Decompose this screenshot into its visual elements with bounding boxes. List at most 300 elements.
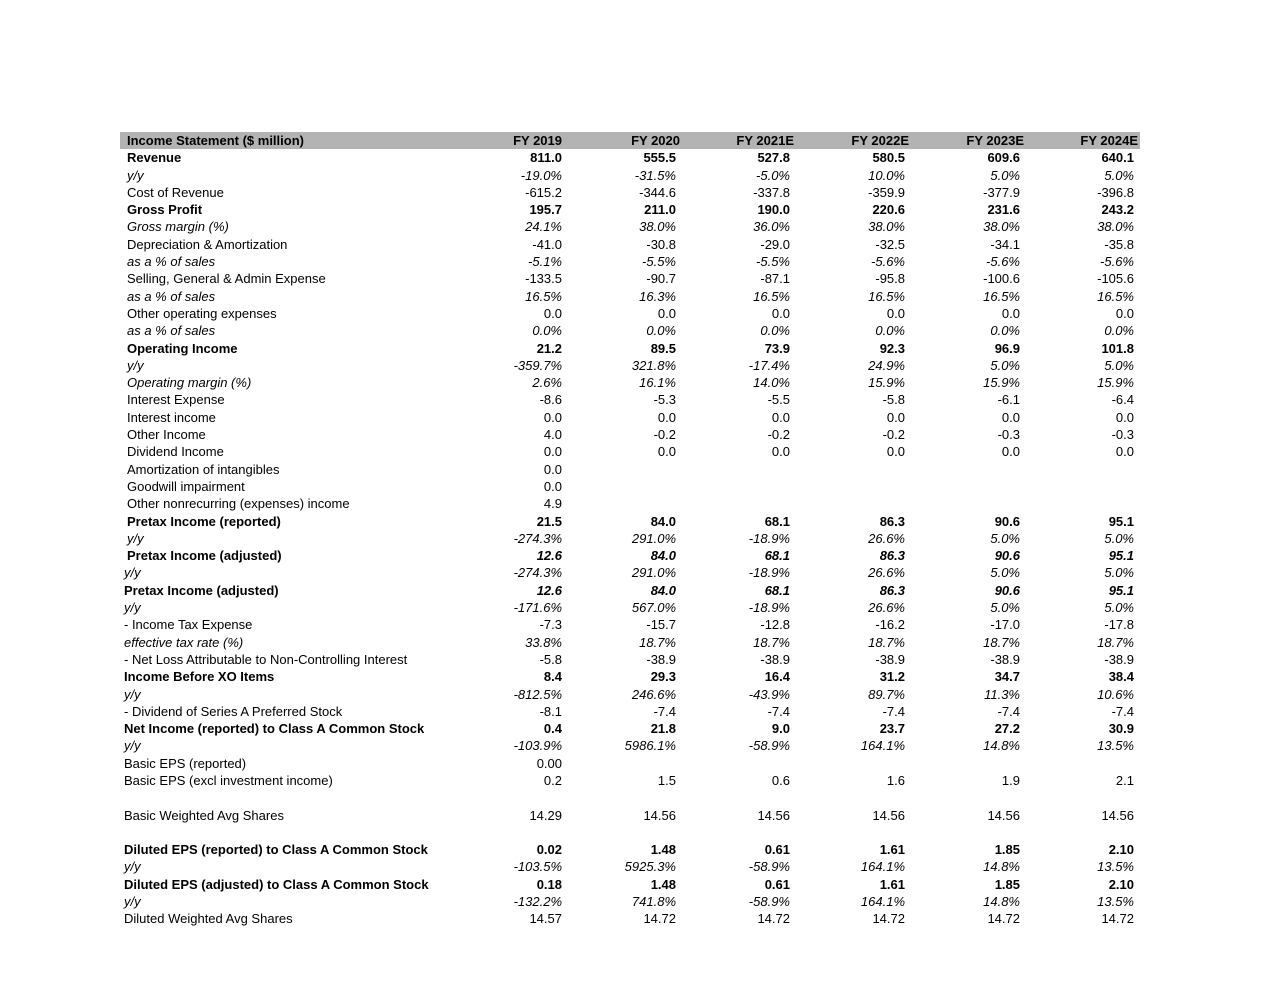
table-row (120, 253, 1140, 270)
table-title: Income Statement ($ million) (127, 133, 304, 148)
table-row (120, 910, 1140, 927)
cell-fy2024e: 13.5% (1097, 859, 1134, 875)
cell-fy2020: -5.3 (653, 392, 676, 408)
cell-fy2021e: 0.0% (760, 323, 790, 339)
cell-fy2022e: 14.56 (872, 807, 905, 823)
table-row (120, 755, 1140, 772)
cell-fy2024e: 5.0% (1104, 565, 1134, 581)
table-row (120, 634, 1140, 651)
cell-fy2019: 0.0% (532, 323, 562, 339)
cell-fy2020: 0.0 (657, 409, 676, 425)
cell-fy2024e: 101.8 (1101, 340, 1134, 356)
table-row (120, 305, 1140, 322)
cell-fy2020: -15.7 (646, 617, 676, 633)
cell-fy2024e: 0.0 (1115, 444, 1134, 460)
cell-fy2020: 1.48 (650, 876, 676, 892)
cell-fy2019: -5.8 (539, 651, 562, 667)
table-row (120, 582, 1140, 599)
cell-fy2022e: 86.3 (879, 548, 905, 564)
table-row (120, 201, 1140, 218)
cell-fy2019: 2.6% (532, 375, 562, 391)
cell-fy2021e: -17.4% (748, 357, 790, 373)
cell-fy2024e: 0.0 (1115, 305, 1134, 321)
cell-fy2022e: 1.61 (879, 842, 905, 858)
row-label: Interest income (127, 409, 216, 425)
cell-fy2022e: -38.9 (875, 651, 905, 667)
row-label: Interest Expense (127, 392, 225, 408)
row-label: effective tax rate (%) (124, 634, 244, 650)
cell-fy2023e: -377.9 (983, 184, 1020, 200)
cell-fy2022e: 89.7% (868, 686, 905, 702)
table-row (120, 737, 1140, 754)
cell-fy2019: -359.7% (513, 357, 562, 373)
row-label: as a % of sales (127, 254, 216, 270)
cell-fy2020: 211.0 (644, 202, 676, 218)
row-label: - Dividend of Series A Preferred Stock (124, 703, 343, 719)
cell-fy2024e: 5.0% (1104, 530, 1134, 546)
cell-fy2019: 4.0 (543, 427, 562, 443)
row-label: as a % of sales (127, 288, 216, 304)
table-row (120, 426, 1140, 443)
cell-fy2024e: 0.0% (1104, 323, 1134, 339)
cell-fy2021e: 14.56 (757, 807, 790, 823)
cell-fy2023e: -5.6% (986, 254, 1020, 270)
table-row (120, 288, 1140, 305)
cell-fy2023e: 14.72 (987, 911, 1020, 927)
cell-fy2023e: 5.0% (990, 357, 1020, 373)
row-label: y/y (124, 894, 141, 910)
cell-fy2021e: 0.6 (771, 772, 790, 788)
cell-fy2020: 38.0% (639, 219, 676, 235)
cell-fy2021e: -87.1 (760, 271, 790, 287)
cell-fy2024e: 38.4 (1108, 669, 1134, 685)
cell-fy2022e: -16.2 (875, 617, 905, 633)
cell-fy2019: -103.9% (513, 738, 562, 754)
cell-fy2021e: 0.0 (771, 409, 790, 425)
cell-fy2019: 0.2 (543, 772, 562, 788)
column-header-fy2023e: FY 2023E (966, 133, 1024, 148)
cell-fy2019: 0.00 (536, 755, 562, 771)
table-header (120, 132, 1140, 149)
row-label: Net Income (reported) to Class A Common Stock (124, 721, 425, 737)
cell-fy2023e: 90.6 (994, 582, 1020, 598)
cell-fy2021e: -58.9% (748, 859, 790, 875)
cell-fy2019: -133.5 (525, 271, 562, 287)
table-row (120, 374, 1140, 391)
cell-fy2019: 0.0 (543, 478, 562, 494)
cell-fy2019: 0.18 (536, 876, 562, 892)
cell-fy2024e: 13.5% (1097, 894, 1134, 910)
cell-fy2021e: 68.1 (764, 548, 790, 564)
cell-fy2023e: 18.7% (983, 634, 1020, 650)
row-label: Goodwill impairment (127, 478, 245, 494)
cell-fy2021e: 68.1 (764, 513, 790, 529)
cell-fy2021e: -7.4 (767, 703, 790, 719)
cell-fy2023e: 5.0% (990, 167, 1020, 183)
cell-fy2023e: 27.2 (994, 721, 1020, 737)
cell-fy2019: 195.7 (529, 202, 562, 218)
cell-fy2023e: 5.0% (990, 565, 1020, 581)
cell-fy2021e: -0.2 (767, 427, 790, 443)
table-row (120, 495, 1140, 512)
cell-fy2019: -274.3% (513, 565, 562, 581)
cell-fy2020: -0.2 (653, 427, 676, 443)
cell-fy2019: -103.5% (513, 859, 562, 875)
row-label: Income Before XO Items (124, 669, 275, 685)
cell-fy2024e: 14.72 (1101, 911, 1134, 927)
table-row (120, 461, 1140, 478)
cell-fy2022e: 92.3 (879, 340, 905, 356)
column-header-fy2020: FY 2020 (631, 133, 680, 148)
table-row (120, 513, 1140, 530)
cell-fy2024e: -38.9 (1104, 651, 1134, 667)
cell-fy2019: 4.9 (543, 496, 562, 512)
table-row (120, 478, 1140, 495)
table-row (120, 841, 1140, 858)
cell-fy2020: 29.3 (650, 669, 676, 685)
cell-fy2023e: 0.0 (1001, 444, 1020, 460)
cell-fy2021e: -5.0% (756, 167, 790, 183)
cell-fy2024e: 13.5% (1097, 738, 1134, 754)
cell-fy2019: 0.0 (543, 444, 562, 460)
cell-fy2023e: 14.56 (987, 807, 1020, 823)
cell-fy2022e: 580.5 (872, 150, 905, 166)
cell-fy2022e: 26.6% (868, 530, 905, 546)
cell-fy2024e: 5.0% (1104, 357, 1134, 373)
cell-fy2022e: 26.6% (868, 565, 905, 581)
column-header-fy2021e: FY 2021E (736, 133, 794, 148)
cell-fy2024e: 5.0% (1104, 600, 1134, 616)
row-label: Pretax Income (adjusted) (127, 548, 282, 564)
cell-fy2023e: 15.9% (983, 375, 1020, 391)
table-row (120, 443, 1140, 460)
cell-fy2019: 14.57 (529, 911, 562, 927)
table-row (120, 530, 1140, 547)
cell-fy2021e: 68.1 (764, 582, 790, 598)
row-label: Other nonrecurring (expenses) income (127, 496, 350, 512)
cell-fy2021e: -29.0 (760, 236, 790, 252)
cell-fy2022e: 164.1% (860, 894, 905, 910)
cell-fy2020: 21.8 (650, 721, 676, 737)
cell-fy2023e: 96.9 (994, 340, 1020, 356)
row-label: y/y (124, 565, 141, 581)
cell-fy2020: -7.4 (653, 703, 676, 719)
cell-fy2020: 321.8% (631, 357, 676, 373)
cell-fy2021e: 14.0% (753, 375, 790, 391)
cell-fy2020: 567.0% (631, 600, 676, 616)
cell-fy2024e: -6.4 (1111, 392, 1134, 408)
cell-fy2024e: 95.1 (1108, 513, 1134, 529)
row-label: Other operating expenses (127, 305, 277, 321)
cell-fy2021e: -5.5 (767, 392, 790, 408)
cell-fy2022e: 15.9% (868, 375, 905, 391)
cell-fy2021e: 16.4 (764, 669, 790, 685)
cell-fy2020: 14.56 (643, 807, 676, 823)
cell-fy2023e: -100.6 (983, 271, 1020, 287)
cell-fy2024e: 243.2 (1101, 202, 1134, 218)
cell-fy2022e: 0.0% (875, 323, 905, 339)
table-row (120, 236, 1140, 253)
cell-fy2023e: -17.0 (990, 617, 1020, 633)
cell-fy2024e: 18.7% (1097, 634, 1134, 650)
cell-fy2022e: -0.2 (882, 427, 905, 443)
row-label: as a % of sales (127, 323, 216, 339)
cell-fy2024e: 14.56 (1101, 807, 1134, 823)
row-label: Operating margin (%) (127, 375, 252, 391)
row-label: Diluted EPS (reported) to Class A Common Stock (124, 842, 428, 858)
table-row (120, 340, 1140, 357)
row-label: Operating Income (127, 340, 238, 356)
cell-fy2020: 741.8% (631, 894, 676, 910)
cell-fy2019: -5.1% (528, 254, 562, 270)
cell-fy2019: 0.0 (543, 409, 562, 425)
cell-fy2024e: 0.0 (1115, 409, 1134, 425)
cell-fy2024e: -0.3 (1111, 427, 1134, 443)
cell-fy2023e: 5.0% (990, 600, 1020, 616)
row-label: y/y (124, 686, 141, 702)
table-row (120, 409, 1140, 426)
cell-fy2023e: 0.0 (1001, 305, 1020, 321)
cell-fy2024e: 15.9% (1097, 375, 1134, 391)
cell-fy2024e: 2.1 (1115, 772, 1134, 788)
row-label: y/y (124, 859, 141, 875)
spacer-row (120, 789, 1140, 806)
cell-fy2022e: 1.61 (879, 876, 905, 892)
cell-fy2024e: 95.1 (1108, 548, 1134, 564)
cell-fy2019: 0.02 (536, 842, 562, 858)
cell-fy2019: 14.29 (529, 807, 562, 823)
cell-fy2023e: 0.0 (1001, 409, 1020, 425)
row-label: Gross Profit (127, 202, 203, 218)
cell-fy2024e: -105.6 (1097, 271, 1134, 287)
cell-fy2024e: -17.8 (1104, 617, 1134, 633)
cell-fy2020: 1.48 (650, 842, 676, 858)
cell-fy2019: 12.6 (536, 582, 562, 598)
cell-fy2023e: 14.8% (983, 738, 1020, 754)
cell-fy2021e: -18.9% (748, 565, 790, 581)
table-row (120, 149, 1140, 166)
cell-fy2020: 0.0 (657, 305, 676, 321)
cell-fy2021e: 0.0 (771, 444, 790, 460)
cell-fy2022e: -32.5 (875, 236, 905, 252)
cell-fy2019: 16.5% (525, 288, 562, 304)
row-label: Gross margin (%) (127, 219, 229, 235)
cell-fy2019: -615.2 (525, 184, 562, 200)
row-label: Basic EPS (excl investment income) (124, 772, 333, 788)
cell-fy2021e: -18.9% (748, 600, 790, 616)
cell-fy2023e: 16.5% (983, 288, 1020, 304)
cell-fy2019: 8.4 (543, 669, 562, 685)
cell-fy2019: 0.4 (543, 721, 562, 737)
cell-fy2021e: -12.8 (760, 617, 790, 633)
cell-fy2019: 24.1% (525, 219, 562, 235)
cell-fy2019: 811.0 (530, 150, 562, 166)
cell-fy2023e: 1.9 (1001, 772, 1020, 788)
cell-fy2021e: 527.8 (757, 150, 790, 166)
cell-fy2022e: 164.1% (860, 859, 905, 875)
cell-fy2023e: 34.7 (994, 669, 1020, 685)
cell-fy2022e: 1.6 (886, 772, 905, 788)
row-label: Revenue (127, 150, 182, 166)
table-row (120, 218, 1140, 235)
row-label: Selling, General & Admin Expense (127, 271, 326, 287)
cell-fy2022e: 24.9% (868, 357, 905, 373)
cell-fy2024e: -35.8 (1104, 236, 1134, 252)
cell-fy2022e: 0.0 (886, 444, 905, 460)
row-label: - Net Loss Attributable to Non-Controlling Interest (124, 651, 408, 667)
cell-fy2022e: 0.0 (886, 409, 905, 425)
cell-fy2023e: 38.0% (983, 219, 1020, 235)
cell-fy2022e: -7.4 (882, 703, 905, 719)
row-label: Other Income (127, 427, 206, 443)
cell-fy2022e: -95.8 (875, 271, 905, 287)
row-label: Basic Weighted Avg Shares (124, 807, 284, 823)
table-row (120, 893, 1140, 910)
row-label: Amortization of intangibles (127, 461, 280, 477)
cell-fy2020: 89.5 (650, 340, 676, 356)
cell-fy2024e: 640.1 (1101, 150, 1134, 166)
cell-fy2023e: 11.3% (984, 686, 1020, 702)
cell-fy2021e: -38.9 (760, 651, 790, 667)
cell-fy2023e: -34.1 (990, 236, 1020, 252)
table-body (120, 149, 1140, 927)
cell-fy2022e: 18.7% (868, 634, 905, 650)
cell-fy2022e: 0.0 (886, 305, 905, 321)
cell-fy2023e: 1.85 (994, 876, 1020, 892)
cell-fy2023e: 14.8% (983, 894, 1020, 910)
table-row (120, 599, 1140, 616)
table-row (120, 807, 1140, 824)
cell-fy2023e: 90.6 (994, 513, 1020, 529)
cell-fy2019: -132.2% (513, 894, 562, 910)
table-row (120, 322, 1140, 339)
cell-fy2019: 12.6 (536, 548, 562, 564)
cell-fy2023e: -0.3 (997, 427, 1020, 443)
cell-fy2022e: 164.1% (860, 738, 905, 754)
cell-fy2022e: 38.0% (868, 219, 905, 235)
cell-fy2020: 5925.3% (624, 859, 676, 875)
cell-fy2019: 0.0 (543, 305, 562, 321)
table-row (120, 270, 1140, 287)
cell-fy2024e: 38.0% (1097, 219, 1134, 235)
cell-fy2024e: 5.0% (1104, 167, 1134, 183)
row-label: Basic EPS (reported) (124, 755, 247, 771)
cell-fy2024e: 16.5% (1097, 288, 1134, 304)
cell-fy2023e: 231.6 (987, 202, 1020, 218)
row-label: y/y (127, 530, 144, 546)
table-row (120, 547, 1140, 564)
cell-fy2023e: 609.6 (987, 150, 1020, 166)
cell-fy2020: -31.5% (634, 167, 676, 183)
cell-fy2019: -8.6 (539, 392, 562, 408)
row-label: y/y (127, 167, 144, 183)
cell-fy2023e: 14.8% (983, 859, 1020, 875)
cell-fy2020: 291.0% (631, 565, 676, 581)
cell-fy2019: -41.0 (532, 236, 562, 252)
row-label: - Income Tax Expense (124, 617, 253, 633)
cell-fy2020: 84.0 (650, 548, 676, 564)
cell-fy2024e: -396.8 (1097, 184, 1134, 200)
cell-fy2019: -171.6% (513, 600, 562, 616)
row-label: Pretax Income (adjusted) (124, 582, 279, 598)
table-row (120, 564, 1140, 581)
cell-fy2020: 291.0% (631, 530, 676, 546)
cell-fy2023e: 0.0% (990, 323, 1020, 339)
cell-fy2020: 1.5 (657, 772, 676, 788)
cell-fy2024e: -5.6% (1100, 254, 1134, 270)
cell-fy2021e: 36.0% (753, 219, 790, 235)
spacer-row (120, 824, 1140, 841)
cell-fy2024e: 95.1 (1108, 582, 1134, 598)
cell-fy2020: 16.3% (639, 288, 676, 304)
cell-fy2022e: 10.0% (868, 167, 905, 183)
cell-fy2022e: 16.5% (868, 288, 905, 304)
cell-fy2019: -19.0% (520, 167, 562, 183)
cell-fy2022e: -5.8 (882, 392, 905, 408)
cell-fy2020: 5986.1% (624, 738, 676, 754)
cell-fy2020: 16.1% (639, 375, 676, 391)
cell-fy2019: 21.5 (536, 513, 562, 529)
cell-fy2022e: 86.3 (879, 513, 905, 529)
cell-fy2022e: -5.6% (871, 254, 905, 270)
cell-fy2024e: -7.4 (1111, 703, 1134, 719)
cell-fy2019: 0.0 (543, 461, 562, 477)
cell-fy2021e: -337.8 (753, 184, 790, 200)
cell-fy2024e: 2.10 (1108, 842, 1134, 858)
cell-fy2020: 555.5 (643, 150, 676, 166)
table-row (120, 616, 1140, 633)
cell-fy2019: 33.8% (525, 634, 562, 650)
column-header-fy2022e: FY 2022E (851, 133, 909, 148)
table-row (120, 772, 1140, 789)
cell-fy2020: 18.7% (639, 634, 676, 650)
income-statement-table (120, 132, 1140, 928)
cell-fy2020: -5.5% (642, 254, 676, 270)
table-row (120, 858, 1140, 875)
cell-fy2023e: 5.0% (990, 530, 1020, 546)
cell-fy2023e: 90.6 (994, 548, 1020, 564)
cell-fy2023e: -7.4 (997, 703, 1020, 719)
row-label: y/y (124, 600, 141, 616)
cell-fy2019: -812.5% (513, 686, 562, 702)
row-label: y/y (127, 357, 144, 373)
cell-fy2021e: 73.9 (764, 340, 790, 356)
table-row (120, 703, 1140, 720)
table-row (120, 651, 1140, 668)
cell-fy2022e: 14.72 (872, 911, 905, 927)
cell-fy2020: 84.0 (650, 582, 676, 598)
cell-fy2021e: 9.0 (771, 721, 790, 737)
cell-fy2021e: 0.61 (764, 842, 790, 858)
cell-fy2019: -274.3% (513, 530, 562, 546)
cell-fy2023e: 1.85 (994, 842, 1020, 858)
table-row (120, 686, 1140, 703)
cell-fy2022e: 26.6% (868, 600, 905, 616)
cell-fy2022e: -359.9 (868, 184, 905, 200)
table-row (120, 668, 1140, 685)
cell-fy2023e: -6.1 (997, 392, 1020, 408)
table-row (120, 357, 1140, 374)
cell-fy2019: -8.1 (539, 703, 562, 719)
row-label: Cost of Revenue (127, 184, 224, 200)
cell-fy2024e: 10.6% (1097, 686, 1134, 702)
cell-fy2021e: 0.0 (771, 305, 790, 321)
cell-fy2020: -38.9 (646, 651, 676, 667)
table-row (120, 720, 1140, 737)
cell-fy2019: -7.3 (539, 617, 562, 633)
row-label: Depreciation & Amortization (127, 236, 288, 252)
cell-fy2023e: -38.9 (990, 651, 1020, 667)
